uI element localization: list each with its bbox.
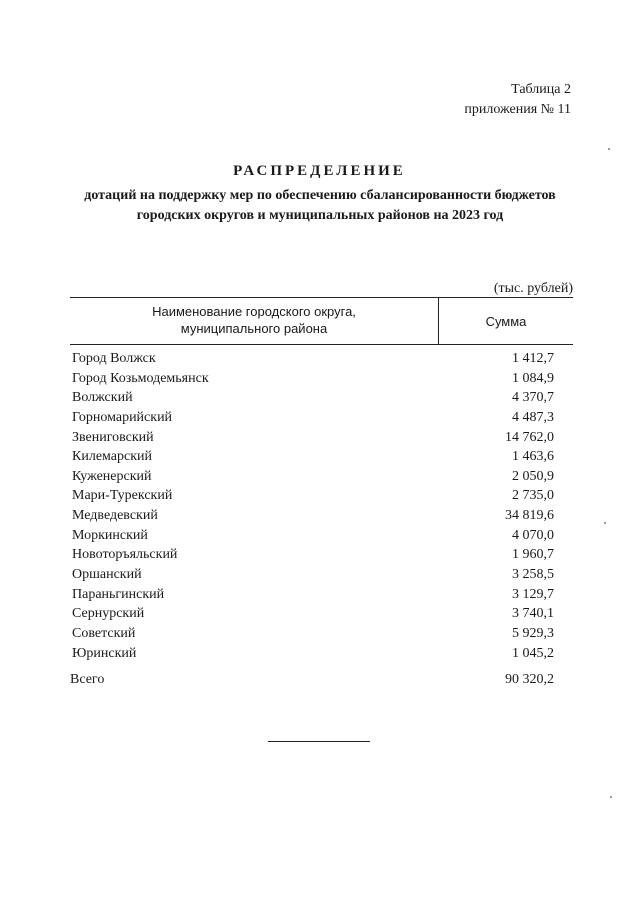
table-row: [72, 565, 554, 585]
units-note: (тыс. рублей): [493, 281, 573, 296]
document-subtitle: [60, 186, 580, 226]
district-sum: 2 050,9: [512, 468, 554, 484]
appendix-number: приложения № 11: [464, 102, 571, 117]
table-row: [72, 408, 554, 428]
district-name: Горномарийский: [72, 409, 173, 425]
total-row: [70, 670, 554, 690]
district-sum: 1 960,7: [512, 547, 554, 563]
table-number: Таблица 2: [511, 82, 571, 97]
table-row: [72, 526, 554, 546]
table-row: [72, 585, 554, 605]
district-sum: 1 084,9: [512, 370, 554, 386]
district-sum: 4 070,0: [512, 527, 554, 543]
table-row: [72, 545, 554, 565]
district-name: Сернурский: [72, 606, 145, 622]
scan-speck: [608, 148, 610, 150]
table-row: [72, 447, 554, 467]
district-name: Медведевский: [72, 508, 158, 524]
column-header-name: [70, 303, 438, 337]
district-name: Моркинский: [72, 527, 148, 543]
district-sum: 4 370,7: [512, 390, 554, 406]
district-name: Звениговский: [72, 429, 154, 445]
district-sum: 1 463,6: [512, 449, 554, 465]
district-name: Параньгинский: [72, 586, 165, 602]
district-sum: 4 487,3: [512, 409, 554, 425]
column-header-sum: Сумма: [485, 314, 527, 329]
district-sum: 14 762,0: [505, 429, 554, 445]
district-sum: 3 258,5: [512, 567, 554, 583]
district-name: Килемарский: [72, 449, 153, 465]
table-row: [72, 388, 554, 408]
district-name: Город Волжск: [72, 351, 156, 366]
district-sum: 5 929,3: [512, 625, 554, 641]
table-header-top-border: [70, 297, 573, 298]
column-header-name-line-1: Наименование городского округа,: [152, 304, 356, 319]
district-sum: 2 735,0: [512, 488, 554, 504]
district-name: Волжский: [72, 390, 133, 406]
column-header-name-line-2: муниципального района: [180, 321, 328, 336]
table-row: [72, 624, 554, 644]
table-header-bottom-border: [70, 344, 573, 345]
table-row: [72, 428, 554, 448]
table-row: [72, 486, 554, 506]
district-sum: 34 819,6: [505, 508, 554, 524]
table-row: [72, 369, 554, 389]
district-sum: 1 412,7: [512, 351, 554, 366]
document-title: РАСПРЕДЕЛЕНИЕ: [233, 163, 406, 179]
district-sum: 1 045,2: [512, 645, 554, 661]
subtitle-line-2: городских округов и муниципальных районов на 2023 год: [136, 208, 504, 223]
district-name: Оршанский: [72, 567, 142, 583]
district-name: Советский: [72, 625, 136, 641]
scan-speck: [610, 796, 612, 798]
scan-speck: [604, 522, 606, 524]
table-row: [72, 644, 554, 664]
subtitle-line-1: дотаций на поддержку мер по обеспечению сбалансированности бюджетов: [84, 188, 556, 203]
closing-line: [268, 741, 370, 742]
district-name: Новоторъяльский: [72, 547, 178, 563]
district-name: Юринский: [72, 645, 137, 661]
district-name: Город Козьмодемьянск: [72, 370, 209, 386]
appendix-reference: [464, 80, 571, 120]
table-row: [72, 604, 554, 624]
table-row: [72, 506, 554, 526]
total-label: Всего: [70, 672, 105, 687]
district-sum: 3 740,1: [512, 606, 554, 622]
district-sum: 3 129,7: [512, 586, 554, 602]
district-name: Куженерский: [72, 468, 152, 484]
district-name: Мари-Турекский: [72, 488, 173, 504]
table-row: [72, 467, 554, 487]
total-sum: 90 320,2: [505, 672, 554, 687]
table-body: [72, 349, 554, 663]
table-row: [72, 349, 554, 369]
